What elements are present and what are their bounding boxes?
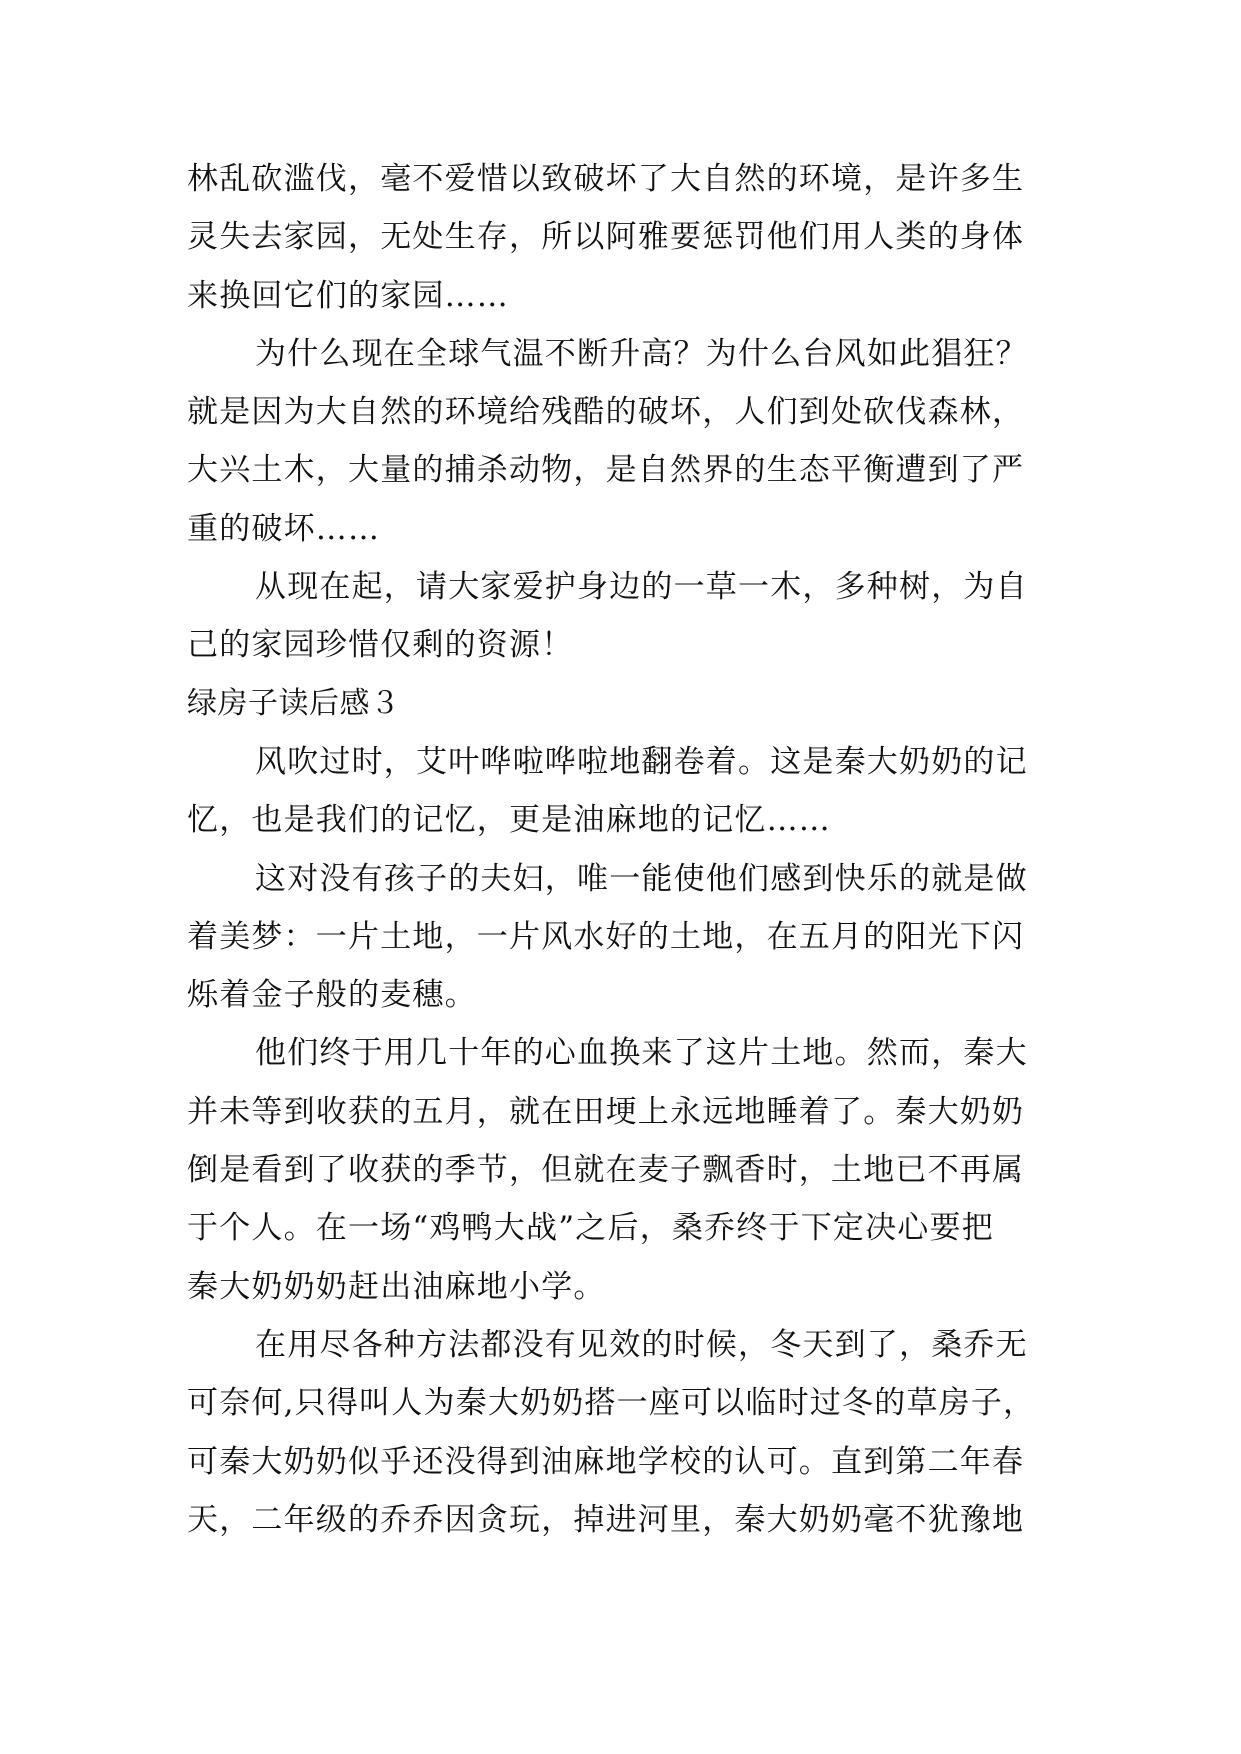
text-line: 从现在起，请大家爱护身边的一草一木，多种树，为自 [255,569,1028,606]
text-line: 并未等到收获的五月，就在田埂上永远地睡着了。秦大奶奶 [187,1093,1025,1130]
section-heading: 绿房子读后感３ [187,685,401,721]
text-line: 林乱砍滥伐，毫不爱惜以致破坏了大自然的环境，是许多生 [187,161,1025,197]
text-line: 来换回它们的家园…… [187,277,509,314]
text-line: 在用尽各种方法都没有见效的时候，冬天到了，桑乔无 [255,1326,1028,1363]
text-line: 己的家园珍惜仅剩的资源！ [187,627,574,664]
text-line: 重的破坏…… [187,510,381,547]
text-line: 大兴土木，大量的捕杀动物，是自然界的生态平衡遭到了严 [187,452,1025,489]
text-line: 秦大奶奶奶赶出油麻地小学。 [187,1268,606,1305]
text-line: 灵失去家园，无处生存，所以阿雅要惩罚他们用人类的身体 [187,219,1025,256]
text-line: 天，二年级的乔乔因贪玩，掉进河里，秦大奶奶毫不犹豫地 [187,1501,1025,1538]
text-line: 这对没有孩子的夫妇，唯一能使他们感到快乐的就是做 [255,860,1028,897]
text-line: 为什么现在全球气温不断升高？为什么台风如此猖狂？ [255,335,1028,372]
document-body [187,150,1067,1549]
text-line: 倒是看到了收获的季节，但就在麦子飘香时，土地已不再属 [187,1152,1025,1189]
text-line: 于个人。在一场“鸡鸭大战”之后，桑乔终于下定决心要把 [187,1210,994,1247]
text-line: 烁着金子般的麦穗。 [187,977,477,1014]
text-line: 就是因为大自然的环境给残酷的破坏，人们到处砍伐森林， [187,394,1025,431]
text-line: 着美梦：一片土地，一片风水好的土地，在五月的阳光下闪 [187,918,1025,955]
text-line: 可秦大奶奶似乎还没得到油麻地学校的认可。直到第二年春 [187,1443,1025,1480]
text-line: 风吹过时，艾叶哗啦哗啦地翻卷着。这是秦大奶奶的记 [255,743,1028,780]
text-line: 他们终于用几十年的心血换来了这片土地。然而，秦大 [255,1035,1028,1072]
text-line: 可奈何,只得叫人为秦大奶奶搭一座可以临时过冬的草房子， [187,1385,1036,1422]
text-line: 忆，也是我们的记忆，更是油麻地的记忆…… [187,802,831,839]
